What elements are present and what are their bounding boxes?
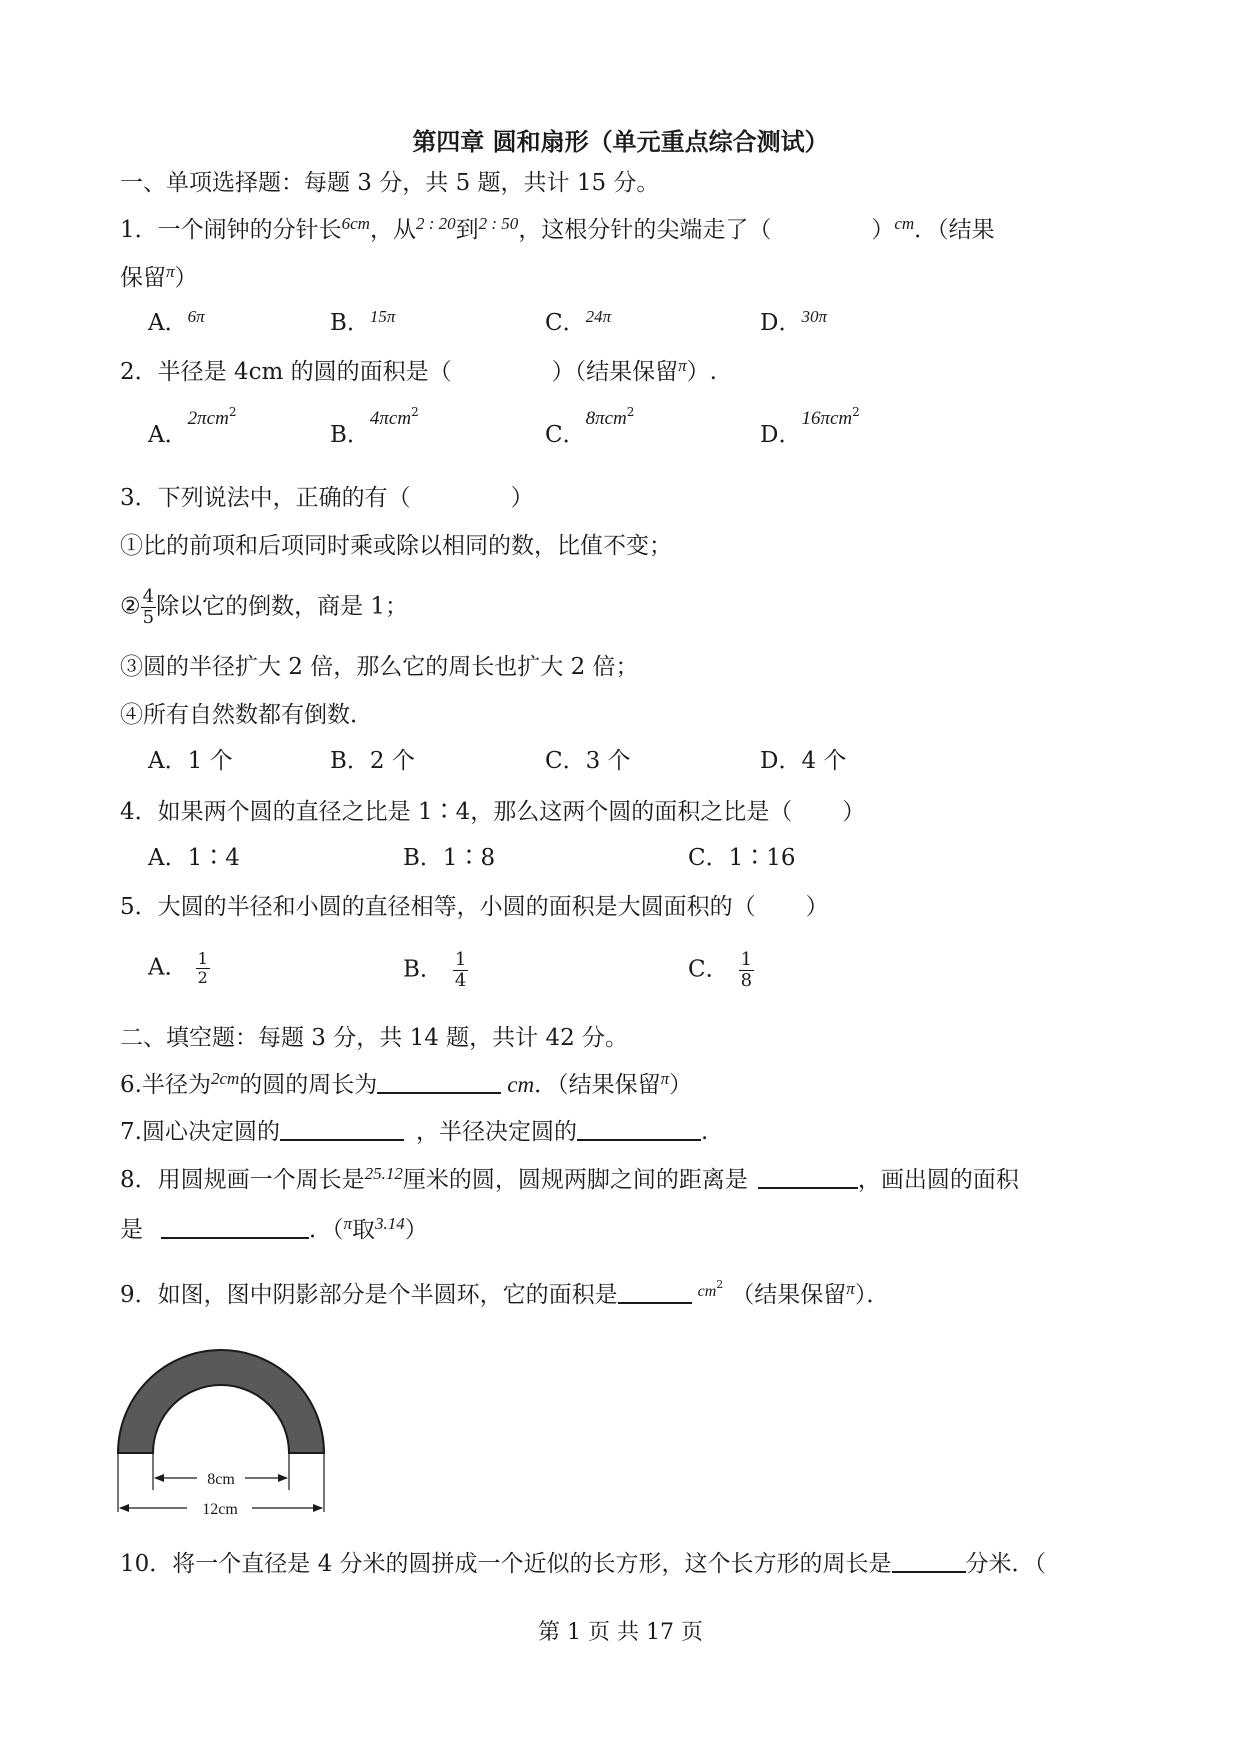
inner-arrow-left [154, 1474, 164, 1482]
option-label: B． [330, 748, 370, 774]
q7-text-b: ，半径决定圆的 [415, 1119, 577, 1145]
q5-option-a[interactable] [148, 950, 210, 987]
q8-text-d: 是 [120, 1217, 143, 1243]
q8-circumference: 25.12 [364, 1164, 403, 1183]
q7-answer-blank-1[interactable] [280, 1117, 404, 1141]
option-label: C． [545, 422, 586, 448]
q3-option-d[interactable] [760, 746, 846, 776]
q6-radius: 2cm [210, 1069, 240, 1088]
q1-option-c[interactable] [545, 308, 611, 340]
q2-text-b: ）（结果保留 [551, 359, 679, 385]
q6-text-d: ） [669, 1072, 693, 1098]
q8-text-c: ，画出圆的面积 [857, 1167, 1019, 1193]
fraction-numerator: 1 [740, 949, 753, 970]
q3-option-b[interactable] [330, 746, 415, 776]
q6-pi: π [660, 1069, 670, 1088]
option-fraction [739, 950, 754, 991]
fraction-denominator: 2 [197, 968, 208, 987]
inner-arrow-right [278, 1474, 288, 1482]
q5-text: 5．大圆的半径和小圆的直径相等，小圆的面积是大圆面积的（ [120, 894, 756, 920]
option-value: 4πcm [369, 408, 412, 429]
q10-text: 10．将一个直径是 4 分米的圆拼成一个近似的长方形，这个长方形的周长是 [120, 1551, 892, 1577]
option-value: 3 个 [585, 748, 631, 774]
option-label: B． [403, 845, 443, 871]
question-1 [120, 215, 995, 247]
option-label: B． [330, 310, 370, 336]
q4-text-b: ） [842, 799, 866, 825]
option-value: 16πcm [801, 408, 853, 429]
option-value: 2πcm [187, 408, 229, 429]
q8-text-e: ．（ [309, 1217, 344, 1243]
q8-pi-value: 3.14 [375, 1214, 405, 1233]
question-3 [120, 483, 534, 513]
q1-text-c: 到 [455, 217, 479, 243]
option-value: 24π [585, 307, 612, 326]
fraction-denominator: 8 [740, 970, 753, 991]
inner-diameter-label: 8cm [207, 1471, 235, 1488]
option-label: C． [688, 845, 729, 871]
option-label: D． [760, 310, 802, 336]
option-label: A． [148, 845, 188, 871]
q4-text: 4．如果两个圆的直径之比是 1∶4，那么这两个圆的面积之比是（ [120, 799, 793, 825]
question-2 [120, 357, 717, 389]
option-label: B． [330, 422, 370, 448]
q8-answer-blank-1[interactable] [758, 1165, 858, 1189]
option-value: 2 个 [369, 748, 415, 774]
q1-option-d[interactable] [760, 308, 827, 340]
q8-text-g: ） [404, 1217, 428, 1243]
option-sup: 2 [626, 405, 635, 419]
q9-answer-blank[interactable] [618, 1280, 692, 1304]
q9-pi: π [846, 1279, 855, 1298]
outer-diameter-label: 12cm [202, 1501, 238, 1515]
option-label: A． [148, 310, 188, 336]
q3-text-b: ） [510, 485, 534, 511]
option-label: B． [403, 956, 443, 983]
q3-s2-text: 除以它的倒数，商是 1； [156, 593, 409, 620]
q3-text: 3．下列说法中，正确的有（ [120, 485, 411, 511]
q10-text-b: 分米．（ [965, 1551, 1047, 1577]
section-2-header: 二、填空题：每题 3 分，共 14 题，共计 42 分。 [120, 1025, 629, 1051]
q6-text-c: ．（结果保留 [534, 1072, 661, 1098]
fraction-denominator: 4 [454, 970, 467, 991]
page-title: 第四章 圆和扇形（单元重点综合测试） [412, 127, 829, 156]
question-5 [120, 892, 829, 922]
q9-text-b: （结果保留 [731, 1282, 847, 1308]
q4-option-a[interactable] [148, 843, 240, 873]
option-sup: 2 [411, 405, 419, 419]
q5-option-b[interactable] [403, 950, 468, 991]
option-label: D． [760, 748, 802, 774]
q6-text-b: 的圆的周长为 [239, 1072, 378, 1098]
q6-answer-blank[interactable] [377, 1070, 501, 1094]
question-7 [120, 1117, 708, 1147]
shaded-semi-annulus [118, 1350, 324, 1453]
q9-text-c: ）． [854, 1282, 890, 1308]
q9-unit: cm [697, 1283, 717, 1300]
q1-time-start: 2 : 20 [415, 214, 456, 233]
question-10 [120, 1549, 1046, 1579]
section-1-header: 一、单项选择题：每题 3 分，共 5 题，共计 15 分。 [120, 170, 660, 196]
option-value: 1∶8 [442, 845, 496, 871]
q7-answer-blank-2[interactable] [577, 1117, 701, 1141]
option-label: A． [148, 422, 188, 448]
q8-text-f: 取 [352, 1217, 376, 1243]
q9-text: 9．如图，图中阴影部分是个半圆环，它的面积是 [120, 1282, 618, 1308]
q1-pi: π [166, 262, 175, 281]
option-label: A． [148, 954, 188, 981]
option-value: 6π [187, 307, 205, 326]
option-label: D． [760, 422, 802, 448]
q1-time-end: 2 : 50 [478, 214, 519, 233]
q4-option-b[interactable] [403, 843, 495, 873]
option-value: 1∶4 [187, 845, 240, 871]
q3-option-a[interactable] [148, 746, 233, 776]
question-8 [120, 1165, 1019, 1197]
q5-option-c[interactable] [688, 950, 754, 991]
option-label: A． [148, 748, 188, 774]
q1-text-h: ） [174, 265, 198, 291]
option-label: C． [545, 310, 586, 336]
option-value: 1 个 [187, 748, 233, 774]
question-8-line-2 [120, 1215, 428, 1247]
q7-text-c: . [700, 1119, 709, 1145]
q1-text-b: ，从 [369, 217, 416, 243]
q3-option-c[interactable] [545, 746, 631, 776]
q8-answer-blank-2[interactable] [161, 1215, 309, 1239]
fraction-numerator: 1 [454, 949, 467, 970]
q7-text: 7.圆心决定圆的 [120, 1119, 280, 1145]
q3-statement-2 [120, 587, 408, 628]
q8-text-b: 厘米的圆，圆规两脚之间的距离是 [402, 1167, 748, 1193]
q3-statement-4: ④所有自然数都有倒数． [120, 702, 373, 728]
option-label: C． [688, 956, 729, 983]
q1-option-b[interactable] [330, 308, 395, 340]
option-label: C． [545, 748, 586, 774]
option-value: 8πcm [585, 408, 627, 429]
q5-text-b: ） [805, 894, 829, 920]
q2-text: 2．半径是 4cm 的圆的面积是（ [120, 359, 452, 385]
option-value: 30π [801, 307, 827, 326]
q10-answer-blank[interactable] [892, 1549, 966, 1573]
q1-text-g: 保留 [120, 265, 166, 291]
q1-text-f: ．（结果 [914, 217, 995, 243]
fraction-numerator: 1 [197, 949, 208, 968]
q8-text: 8．用圆规画一个周长是 [120, 1167, 365, 1193]
q1-length: 6cm [341, 214, 370, 233]
q1-unit: cm [894, 214, 915, 233]
q3-statement-3: ③圆的半径扩大 2 倍，那么它的周长也扩大 2 倍； [120, 654, 639, 680]
question-6 [120, 1070, 692, 1102]
outer-arrow-right [313, 1504, 323, 1512]
question-4 [120, 797, 865, 827]
page-footer: 第 1 页 共 17 页 [538, 1620, 703, 1645]
option-fraction [196, 950, 210, 987]
q2-text-c: ）. [686, 359, 717, 385]
option-sup: 2 [228, 405, 237, 419]
q1-text-d: ，这根分针的尖端走了（ [518, 217, 772, 243]
q3-fraction [141, 587, 156, 628]
q3-statement-1: ①比的前项和后项同时乘或除以相同的数，比值不变； [120, 533, 672, 559]
q6-unit: cm [507, 1072, 535, 1097]
outer-arrow-left [119, 1504, 129, 1512]
fraction-numerator: 4 [142, 586, 155, 607]
q6-text: 6.半径为 [120, 1072, 211, 1098]
question-9 [120, 1280, 889, 1314]
q4-option-c[interactable] [688, 843, 796, 873]
question-1-line-2 [120, 263, 198, 295]
q1-option-a[interactable] [148, 308, 205, 340]
semi-annulus-figure [112, 1330, 342, 1515]
option-sup: 2 [852, 405, 860, 419]
q1-text-e: ） [871, 217, 895, 243]
option-value: 15π [369, 307, 396, 326]
q3-s2-marker: ② [120, 593, 141, 620]
q1-text: 1．一个闹钟的分针长 [120, 217, 342, 243]
q8-pi: π [343, 1214, 353, 1233]
option-value: 4 个 [801, 748, 847, 774]
q9-unit-sup: 2 [716, 1278, 724, 1291]
q2-pi: π [678, 356, 687, 375]
fraction-denominator: 5 [142, 607, 155, 628]
option-fraction [453, 950, 468, 991]
option-value: 1∶16 [728, 845, 796, 871]
